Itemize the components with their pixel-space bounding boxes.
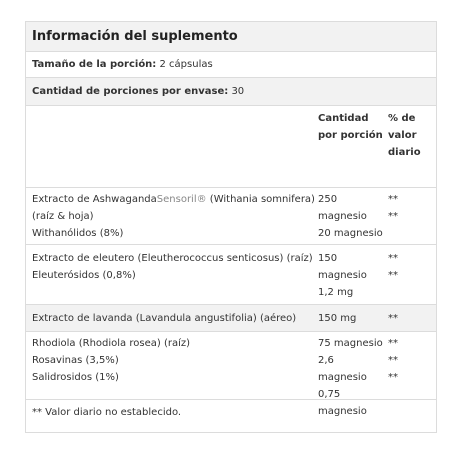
amount-line: 20 magnesio: [318, 228, 383, 239]
amount-line: 250: [318, 194, 338, 205]
amount-line: 0,75: [318, 389, 341, 400]
serving-size: [32, 56, 213, 73]
dv-header-line1: % de: [388, 113, 416, 124]
daily-value: **: [388, 211, 398, 222]
daily-value: **: [388, 194, 398, 205]
footnote: ** Valor diario no establecido.: [32, 407, 182, 418]
servings-label: Cantidad de porciones por envase:: [32, 86, 229, 97]
daily-value: **: [388, 372, 398, 383]
amount-line: 2,6: [318, 355, 334, 366]
ingredient-name: Extracto de eleutero (Eleutherococcus senticosus) (raíz): [32, 253, 313, 264]
trademark-name: Sensoril®: [156, 194, 207, 205]
sub-ingredient: Withanólidos (8%): [32, 228, 124, 239]
panel-title: Información del suplemento: [32, 29, 238, 44]
ingredient-part: (raíz & hoja): [32, 211, 94, 222]
ingredient-name-part: (Withania somnifera): [206, 194, 315, 205]
servings: [32, 83, 244, 100]
amount-line: magnesio: [318, 270, 367, 281]
amount-line: 150 mg: [318, 313, 357, 324]
daily-value: **: [388, 313, 398, 324]
sub-ingredient: Salidrosidos (1%): [32, 372, 119, 383]
daily-value: **: [388, 355, 398, 366]
amount-line: magnesio: [318, 406, 367, 417]
dv-header-line3: diario: [388, 147, 421, 158]
daily-value: **: [388, 338, 398, 349]
ingredient-name: Extracto de lavanda (Lavandula angustifolia) (aéreo): [32, 313, 297, 324]
supplement-facts-panel: [25, 21, 437, 433]
serving-size-value: 2 cápsulas: [159, 59, 213, 70]
ingredient-name: Rhodiola (Rhodiola rosea) (raíz): [32, 338, 191, 349]
ingredient-row-ashwaganda: [26, 187, 436, 244]
amount-header-line1: Cantidad: [318, 113, 369, 124]
amount-header-line2: por porción: [318, 130, 383, 141]
dv-header-line2: valor: [388, 130, 417, 141]
sub-ingredient: Eleuterósidos (0,8%): [32, 270, 136, 281]
amount-line: magnesio: [318, 211, 367, 222]
serving-size-label: Tamaño de la porción:: [32, 59, 157, 70]
amount-line: 1,2 mg: [318, 287, 354, 298]
footnote-row: [26, 399, 436, 432]
serving-size-row: [26, 51, 436, 77]
amount-line: 150: [318, 253, 338, 264]
ingredient-row-lavanda: [26, 304, 436, 331]
panel-title-row: [26, 22, 436, 51]
column-header-row: [26, 105, 436, 187]
servings-value: 30: [231, 86, 245, 97]
servings-row: [26, 77, 436, 105]
daily-value: **: [388, 270, 398, 281]
sub-ingredient: Rosavinas (3,5%): [32, 355, 119, 366]
amount-line: 75 magnesio: [318, 338, 383, 349]
amount-line: magnesio: [318, 372, 367, 383]
ingredient-name-part: Extracto de Ashwaganda: [32, 194, 157, 205]
daily-value: **: [388, 253, 398, 264]
ingredient-name: [32, 191, 315, 208]
ingredient-row-eleutero: [26, 244, 436, 304]
